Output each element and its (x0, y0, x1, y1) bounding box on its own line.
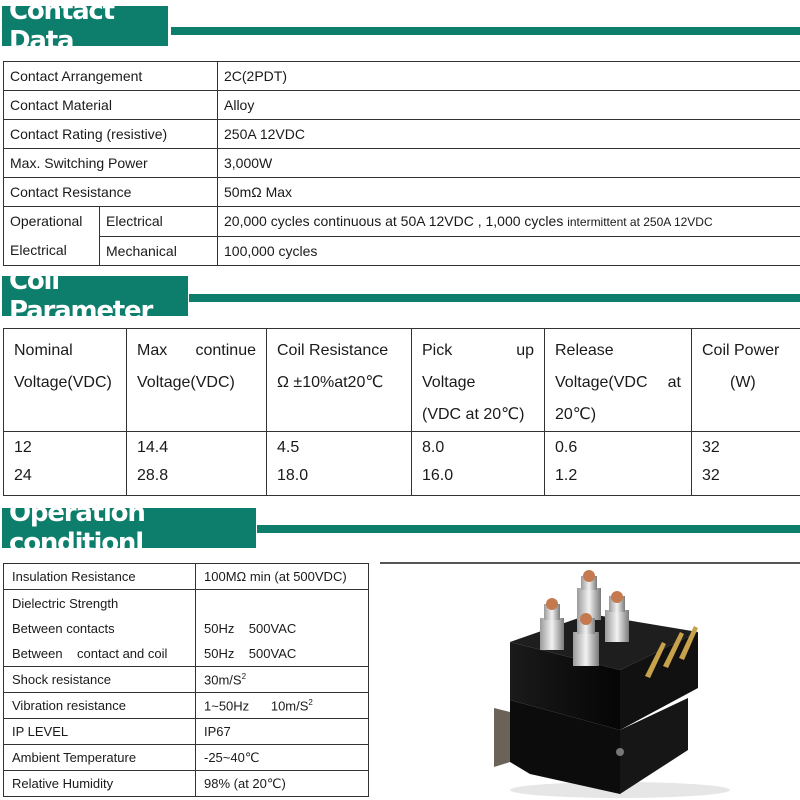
cell: 32 (692, 464, 800, 496)
header-line: Voltage (422, 374, 476, 391)
label-line: Operational (10, 213, 83, 229)
superscript: 2 (241, 671, 247, 681)
cell: 12 (4, 432, 127, 464)
row-label: Ambient Temperature (4, 745, 196, 771)
section-title: Coil Parameter (2, 276, 188, 316)
section-rule (257, 525, 800, 533)
word: continue (195, 342, 256, 359)
table-header-row (4, 329, 800, 432)
header-max-continue-voltage (127, 329, 267, 432)
word: Max (137, 342, 168, 359)
header-line: Voltage(VDC) (137, 374, 235, 391)
table-row (4, 564, 369, 590)
header-line: 20℃) (555, 406, 597, 423)
table-row (4, 590, 369, 667)
electrical-value-main: 20,000 cycles continuous at 50A 12VDC , 1,000 cycles (224, 213, 564, 230)
row-value (196, 693, 369, 719)
mechanical-label: Mechanical (100, 236, 218, 266)
cell: 14.4 (127, 432, 267, 464)
table-row (4, 464, 800, 496)
row-label (4, 590, 196, 667)
row-label: Max. Switching Power (4, 149, 218, 178)
header-line (555, 367, 681, 399)
value-text: 1~50Hz 10m/S (204, 698, 309, 714)
word: at (667, 374, 681, 391)
word: up (516, 342, 534, 359)
cell: 4.5 (267, 432, 412, 464)
value-line: 50Hz 500VAC (204, 646, 297, 661)
row-value (196, 667, 369, 693)
electrical-value-note: intermittent at 250A 12VDC (567, 215, 713, 230)
row-value: 50mΩ Max (218, 178, 800, 207)
label-line: Electrical (10, 242, 67, 258)
cell: 16.0 (412, 464, 545, 496)
row-label: Contact Arrangement (4, 62, 218, 91)
header-coil-resistance (267, 329, 412, 432)
operation-condition-table (3, 563, 369, 797)
row-label: Contact Material (4, 91, 218, 120)
label-line: Between contacts (12, 621, 115, 636)
section-rule (171, 27, 800, 35)
header-nominal-voltage (4, 329, 127, 432)
cell: 0.6 (545, 432, 692, 464)
operation-condition-header (0, 498, 800, 558)
header-release-voltage (545, 329, 692, 432)
section-rule (189, 294, 800, 302)
header-line: Coil Resistance (277, 342, 389, 359)
section-title: Contact Data (2, 6, 168, 46)
table-row (4, 745, 369, 771)
cell: 28.8 (127, 464, 267, 496)
header-line (137, 335, 256, 367)
product-image (380, 562, 800, 800)
table-row (4, 149, 800, 178)
row-label: IP LEVEL (4, 719, 196, 745)
row-value: -25~40℃ (196, 745, 369, 771)
header-line: Voltage(VDC) (14, 374, 112, 391)
row-value: 3,000W (218, 149, 800, 178)
table-row (4, 178, 800, 207)
row-value: Alloy (218, 91, 800, 120)
contact-data-header (0, 0, 800, 56)
superscript: 2 (308, 697, 313, 707)
row-label: Shock resistance (4, 667, 196, 693)
electrical-label: Electrical (100, 207, 218, 237)
cell: 24 (4, 464, 127, 496)
spacer (204, 591, 360, 616)
table-row (4, 432, 800, 464)
table-row (4, 91, 800, 120)
coil-parameter-table (3, 328, 800, 496)
contactor-relay-icon (380, 562, 800, 800)
row-value (196, 590, 369, 667)
header-pickup-voltage (412, 329, 545, 432)
row-label: Insulation Resistance (4, 564, 196, 590)
table-row (4, 693, 369, 719)
row-value: 98% (at 20℃) (196, 771, 369, 797)
header-line: Release (555, 342, 614, 359)
value-text: 30m/S (204, 672, 242, 688)
contact-data-table (3, 61, 800, 266)
label-line: Between contact and coil (12, 646, 168, 661)
row-value: IP67 (196, 719, 369, 745)
header-line: Ω ±10%at20℃ (277, 374, 384, 391)
header-line (422, 335, 534, 367)
table-row (4, 771, 369, 797)
cell: 1.2 (545, 464, 692, 496)
row-value: 100MΩ min (at 500VDC) (196, 564, 369, 590)
coil-parameter-header (0, 266, 800, 326)
header-coil-power (692, 329, 800, 432)
header-line: (VDC at 20℃) (422, 406, 525, 423)
table-row (4, 120, 800, 149)
word: Voltage(VDC (555, 374, 648, 391)
table-row (4, 62, 800, 91)
header-line: Coil Power (702, 342, 780, 359)
word: Pick (422, 342, 453, 359)
section-title: Operation conditionl (2, 508, 256, 548)
row-value: 250A 12VDC (218, 120, 800, 149)
table-row (4, 236, 800, 266)
cell: 8.0 (412, 432, 545, 464)
row-label: Contact Resistance (4, 178, 218, 207)
label-line: Dielectric Strength (12, 596, 119, 611)
operational-label (4, 207, 100, 266)
header-line: Nominal (14, 342, 73, 359)
row-label: Vibration resistance (4, 693, 196, 719)
table-row (4, 719, 369, 745)
row-label: Relative Humidity (4, 771, 196, 797)
row-label: Contact Rating (resistive) (4, 120, 218, 149)
table-row (4, 207, 800, 237)
electrical-value (218, 207, 800, 237)
table-row (4, 667, 369, 693)
header-line: (W) (730, 374, 756, 391)
mechanical-value: 100,000 cycles (218, 236, 800, 266)
row-value: 2C(2PDT) (218, 62, 800, 91)
cell: 32 (692, 432, 800, 464)
cell: 18.0 (267, 464, 412, 496)
value-line: 50Hz 500VAC (204, 621, 297, 636)
